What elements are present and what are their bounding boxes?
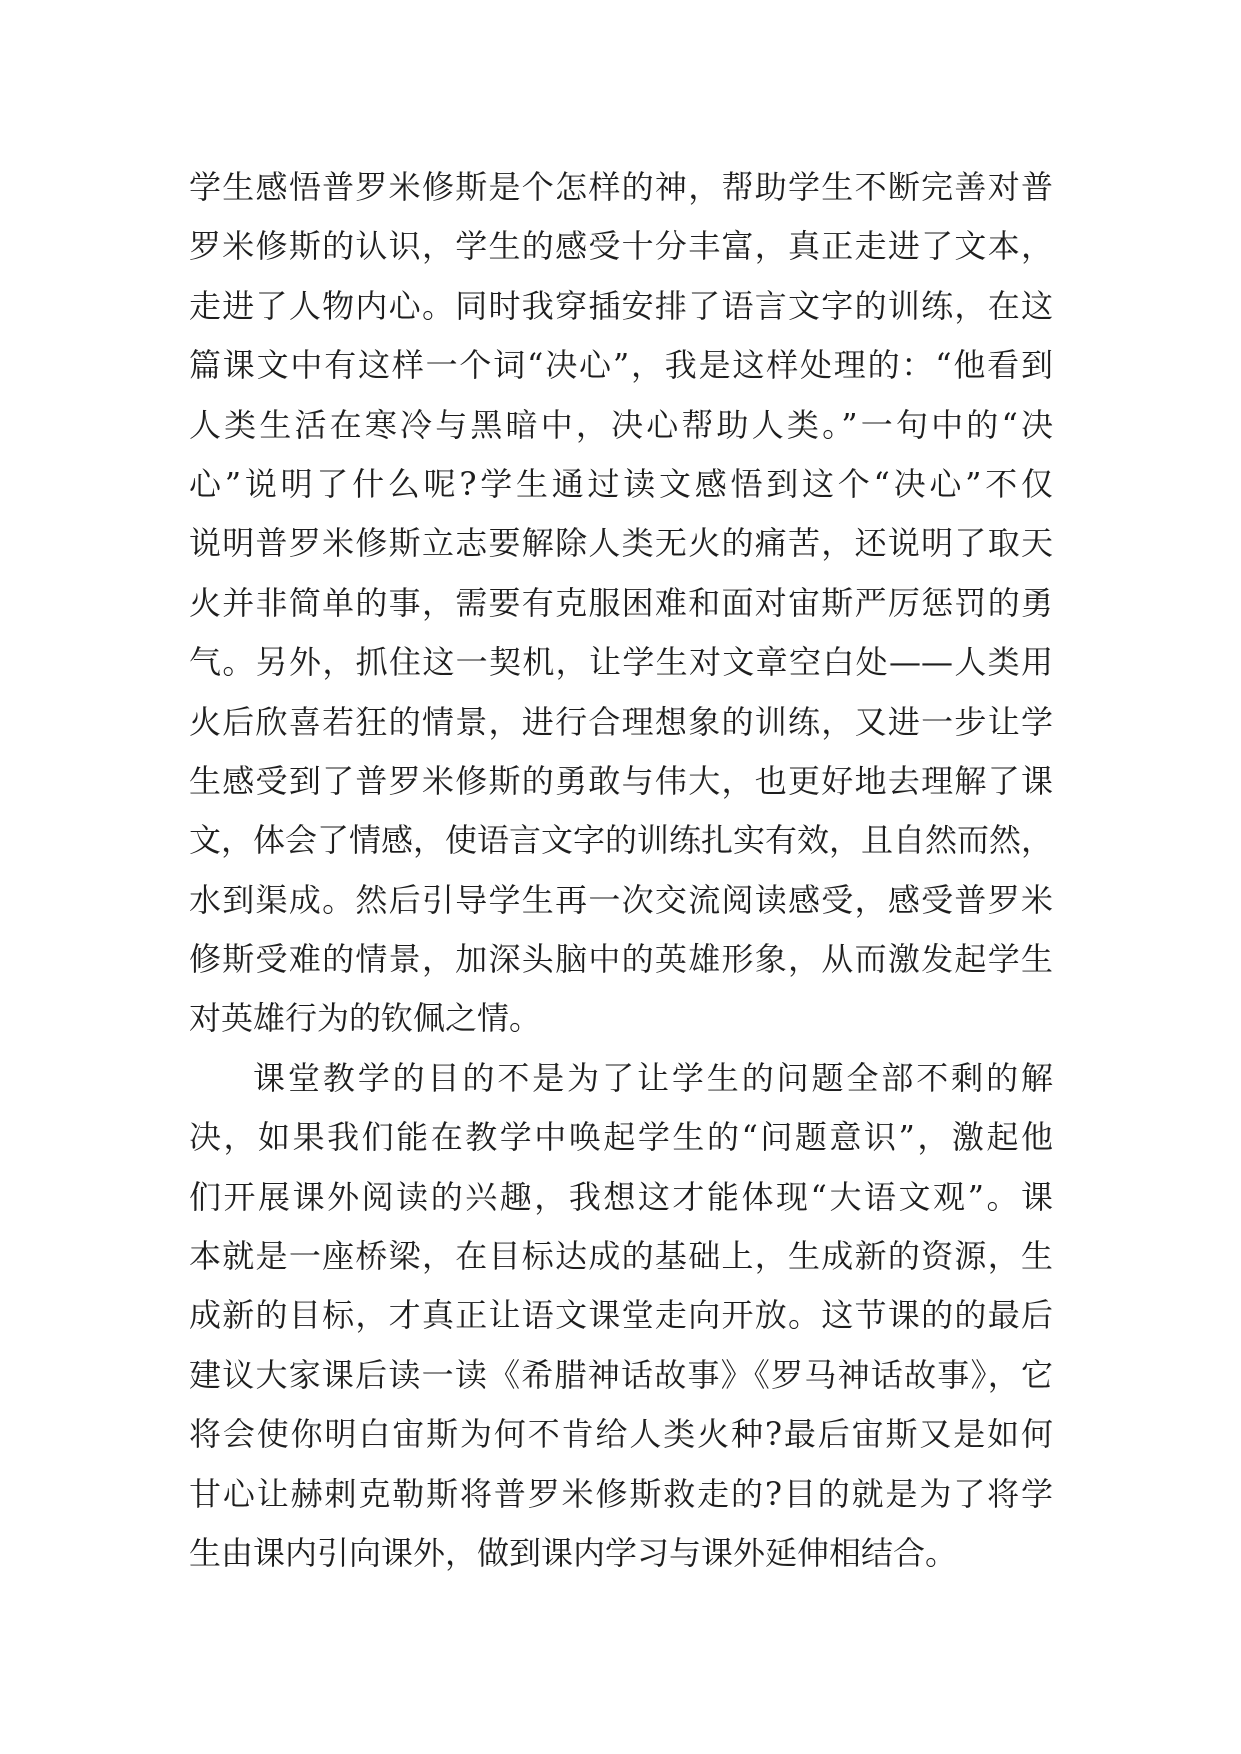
text-line: 对英雄行为的钦佩之情。 (189, 999, 542, 1038)
text-line: 修斯受难的情景，加深头脑中的英雄形象，从而激发起学生 (189, 940, 1053, 979)
text-line: 将会使你明白宙斯为何不肯给人类火种?最后宙斯又是如何 (189, 1415, 1053, 1454)
text-line: 罗米修斯的认识，学生的感受十分丰富，真正走进了文本， (189, 227, 1053, 266)
text-line: 说明普罗米修斯立志要解除人类无火的痛苦，还说明了取天 (189, 524, 1053, 563)
text-line: 生由课内引向课外，做到课内学习与课外延伸相结合。 (189, 1533, 958, 1572)
paragraph-2 (189, 1049, 1053, 1584)
text-line: 本就是一座桥梁，在目标达成的基础上，生成新的资源，生 (189, 1237, 1053, 1276)
text-line: 学生感悟普罗米修斯是个怎样的神，帮助学生不断完善对普 (189, 168, 1053, 206)
text-line: 文，体会了情感，使语言文字的训练扎实有效，且自然而然， (189, 821, 1054, 860)
text-line: 人类生活在寒冷与黑暗中，决心帮助人类。”一句中的“决 (189, 405, 1053, 444)
text-line: 心”说明了什么呢?学生通过读文感悟到这个“决心”不仅 (189, 464, 1053, 503)
text-line: 走进了人物内心。同时我穿插安排了语言文字的训练，在这 (189, 286, 1053, 325)
text-line: 课堂教学的目的不是为了让学生的问题全部不剩的解 (253, 1058, 1053, 1097)
body-text (189, 158, 1053, 1583)
text-line: 水到渠成。然后引导学生再一次交流阅读感受，感受普罗米 (189, 880, 1053, 919)
text-line: 生感受到了普罗米修斯的勇敢与伟大，也更好地去理解了课 (189, 761, 1053, 800)
text-line: 火并非简单的事，需要有克服困难和面对宙斯严厉惩罚的勇 (189, 583, 1053, 622)
text-line: 建议大家课后读一读《希腊神话故事》《罗马神话故事》，它 (189, 1355, 1053, 1394)
text-line: 火后欣喜若狂的情景，进行合理想象的训练，又进一步让学 (189, 702, 1053, 741)
paragraph-1 (189, 158, 1053, 1049)
text-line: 篇课文中有这样一个词“决心”，我是这样处理的：“他看到 (189, 346, 1053, 385)
text-line: 气。另外，抓住这一契机，让学生对文章空白处——人类用 (189, 643, 1053, 682)
text-line: 甘心让赫剌克勒斯将普罗米修斯救走的?目的就是为了将学 (189, 1474, 1053, 1513)
text-line: 们开展课外阅读的兴趣，我想这才能体现“大语文观”。课 (189, 1177, 1053, 1216)
text-line: 成新的目标，才真正让语文课堂走向开放。这节课的的最后 (189, 1296, 1053, 1335)
text-line: 决，如果我们能在教学中唤起学生的“问题意识”，激起他 (189, 1118, 1053, 1157)
